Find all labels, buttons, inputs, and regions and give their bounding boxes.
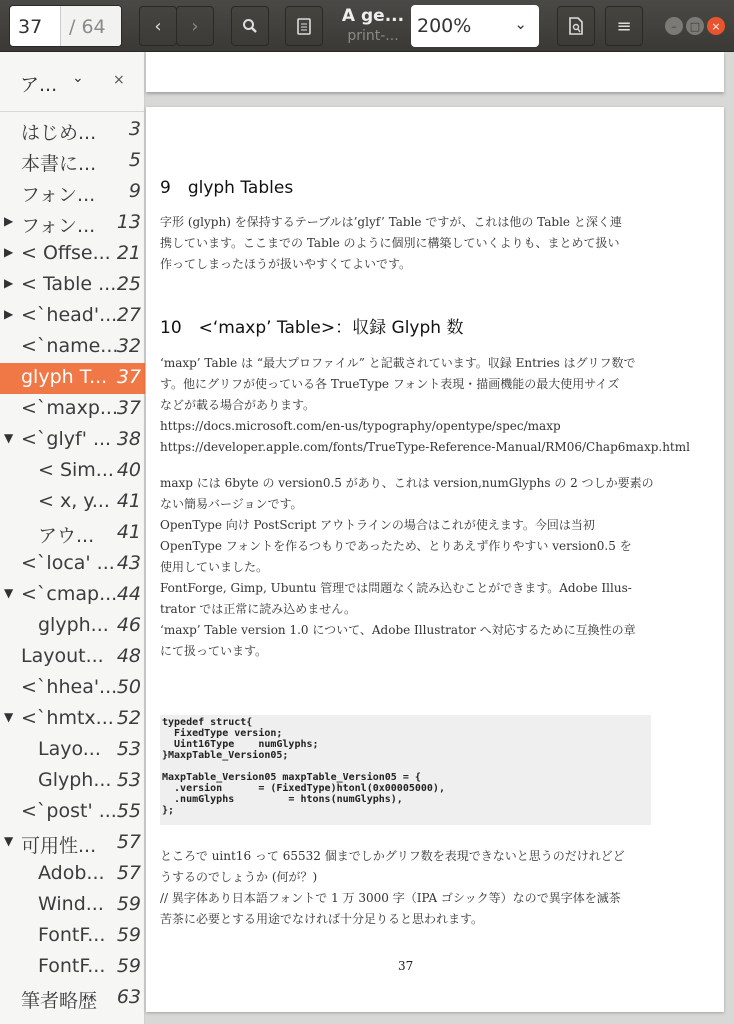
outline-item-page: 59 bbox=[116, 924, 141, 946]
sidebar-header bbox=[0, 52, 144, 112]
text-line: 苦茶に必要とする用途でなければ十分足りると思われます。 bbox=[160, 912, 484, 926]
text-line: 使用していました。 bbox=[160, 560, 269, 574]
outline-item-label: 可用性... bbox=[21, 835, 97, 857]
zoom-select[interactable] bbox=[411, 5, 539, 47]
outline-item[interactable] bbox=[0, 766, 145, 797]
outline-item[interactable] bbox=[0, 146, 145, 177]
outline-item[interactable] bbox=[0, 487, 145, 518]
outline-item-label: Wind... bbox=[38, 893, 104, 915]
outline-item[interactable] bbox=[0, 394, 145, 425]
outline-item-page: 57 bbox=[116, 831, 141, 853]
outline-item-label: < x, y... bbox=[38, 490, 110, 512]
outline-item-page: 38 bbox=[116, 428, 141, 450]
outline-item-label: <`loca' ... bbox=[21, 552, 115, 574]
text-line: ‘maxp’ Table version 1.0 について、Adobe Illustrator へ対応するために互換性の章 bbox=[160, 623, 636, 637]
outline-item[interactable] bbox=[0, 952, 145, 983]
outline-item[interactable] bbox=[0, 115, 145, 146]
window-title bbox=[340, 6, 406, 44]
next-page-button[interactable] bbox=[176, 6, 214, 46]
header-bar bbox=[0, 0, 734, 52]
collapsed-triangle-icon[interactable]: ▶ bbox=[4, 214, 14, 228]
close-window-button[interactable] bbox=[707, 17, 725, 35]
outline-item-label: Layout... bbox=[21, 645, 104, 667]
outline-item-page: 43 bbox=[116, 552, 141, 574]
outline-item[interactable] bbox=[0, 859, 145, 890]
outline-item-label: glyph T... bbox=[21, 366, 108, 388]
outline-item[interactable] bbox=[0, 177, 145, 208]
document-view[interactable] bbox=[146, 52, 734, 1024]
text-line: ‘maxp’ Table は “最大プロファイル” と記載されています。収録 Entries はグリフ数で bbox=[160, 356, 636, 370]
text-line: 携しています。ここまでの Table のように個別に構築していくよりも、まとめて扱い bbox=[160, 236, 620, 250]
outline-item-label: <`name... bbox=[21, 335, 119, 357]
current-page-input[interactable]: 37 bbox=[18, 16, 43, 38]
outline-item-page: 48 bbox=[116, 645, 141, 667]
outline-item[interactable] bbox=[0, 642, 145, 673]
text-line: 作ってしまったほうが扱いやすくてよいです。 bbox=[160, 257, 412, 271]
text-line: https://developer.apple.com/fonts/TrueType-Reference-Manual/RM06/Chap6maxp.html bbox=[160, 440, 690, 454]
text-line: FontForge, Gimp, Ubuntu 管理では問題なく読み込むことができます。Adobe Illus- bbox=[160, 581, 632, 595]
outline-item-label: <`hhea'... bbox=[21, 676, 118, 698]
previous-page-button[interactable] bbox=[139, 6, 177, 46]
outline-item[interactable] bbox=[0, 456, 145, 487]
outline-item[interactable] bbox=[0, 611, 145, 642]
chevron-right-icon: › bbox=[191, 15, 199, 37]
outline-item[interactable] bbox=[0, 332, 145, 363]
outline-sidebar bbox=[0, 52, 145, 1024]
menu-button[interactable] bbox=[605, 6, 643, 46]
paragraph bbox=[160, 353, 690, 466]
outline-item-label: <`maxp... bbox=[21, 397, 118, 419]
outline-item[interactable] bbox=[0, 890, 145, 921]
text-line: うするのでしょうか (何が？) bbox=[160, 870, 318, 884]
text-line: OpenType フォントを作るつもりであったため、とりあえず作りやすい version0.5 を bbox=[160, 539, 632, 553]
outline-item[interactable] bbox=[0, 301, 145, 332]
outline-item-page: 50 bbox=[116, 676, 141, 698]
outline-item[interactable] bbox=[0, 797, 145, 828]
document-search-icon bbox=[569, 17, 583, 35]
outline-item[interactable] bbox=[0, 673, 145, 704]
maximize-icon: □ bbox=[689, 19, 701, 33]
document-properties-button[interactable] bbox=[557, 6, 595, 46]
outline-item-label: < Sim... bbox=[38, 459, 114, 481]
minimize-icon: – bbox=[671, 19, 677, 33]
outline-item[interactable] bbox=[0, 239, 145, 270]
outline-item-page: 32 bbox=[116, 335, 141, 357]
search-button[interactable] bbox=[231, 6, 269, 46]
outline-item-label: 本書に... bbox=[21, 153, 97, 175]
section-heading: 9 glyph Tables bbox=[160, 178, 294, 198]
outline-item-page: 37 bbox=[116, 397, 141, 419]
total-pages: / 64 bbox=[60, 6, 121, 46]
outline-item-page: 41 bbox=[116, 490, 141, 512]
outline-item-label: <`hmtx... bbox=[21, 707, 114, 729]
document-filename: print-... bbox=[347, 28, 399, 44]
annotations-button[interactable] bbox=[285, 6, 323, 46]
outline-item[interactable] bbox=[0, 828, 145, 859]
outline-item-label: Glyph... bbox=[38, 769, 112, 791]
outline-item-page: 3 bbox=[128, 118, 141, 140]
outline-item-page: 59 bbox=[116, 955, 141, 977]
text-line: https://docs.microsoft.com/en-us/typography/opentype/spec/maxp bbox=[160, 419, 561, 433]
text-line: 字形 (glyph) を保持するテーブルは’glyf’ Table ですが、これは他の Table と深く連 bbox=[160, 215, 622, 229]
outline-item-page: 46 bbox=[116, 614, 141, 636]
text-line: // 異字体あり日本語フォントで 1 万 3000 字（IPA ゴシック等）なので異字体を滅茶 bbox=[160, 891, 621, 905]
outline-item-page: 59 bbox=[116, 893, 141, 915]
text-line: OpenType 向け PostScript アウトラインの場合はこれが使えます。今回は当初 bbox=[160, 518, 595, 532]
outline-item[interactable] bbox=[0, 549, 145, 580]
text-line: にて扱っています。 bbox=[160, 644, 268, 658]
text-line: などが載る場合があります。 bbox=[160, 398, 316, 412]
outline-item-page: 63 bbox=[116, 986, 141, 1008]
expanded-triangle-icon[interactable]: ▼ bbox=[4, 586, 14, 600]
outline-item-page: 44 bbox=[116, 583, 141, 605]
outline-item[interactable] bbox=[0, 735, 145, 766]
outline-item-page: 25 bbox=[116, 273, 141, 295]
minimize-button[interactable] bbox=[665, 17, 683, 35]
paragraph bbox=[160, 473, 660, 662]
outline-item-page: 21 bbox=[116, 242, 141, 264]
outline-item-page: 27 bbox=[116, 304, 141, 326]
collapsed-triangle-icon[interactable]: ▶ bbox=[4, 276, 14, 290]
outline-item[interactable] bbox=[0, 921, 145, 952]
code-block: typedef struct{ FixedType version; Uint16Type numGlyphs; }MaxpTable_Version05; MaxpTable_Version05 maxpTable_Version05 = { .version = (FixedType)htonl(0x00005000), .numGlyphs = htons(numGlyphs), }; bbox=[160, 715, 651, 825]
outline-item[interactable] bbox=[0, 518, 145, 549]
notepad-icon bbox=[297, 17, 311, 35]
outline-item-label: はじめ... bbox=[21, 122, 97, 144]
outline-item-page: 9 bbox=[128, 180, 141, 202]
close-sidebar-icon[interactable]: × bbox=[113, 72, 125, 88]
previous-page bbox=[146, 52, 724, 92]
zoom-value: 200% bbox=[417, 15, 472, 37]
chevron-down-icon[interactable]: ⌄ bbox=[72, 70, 84, 86]
paragraph bbox=[160, 212, 660, 275]
outline-item[interactable] bbox=[0, 270, 145, 301]
maximize-button[interactable] bbox=[686, 17, 704, 35]
outline-item-label: <`cmap... bbox=[21, 583, 118, 605]
collapsed-triangle-icon[interactable]: ▶ bbox=[4, 245, 14, 259]
outline-item-label: Adob... bbox=[38, 862, 105, 884]
outline-item-page: 13 bbox=[116, 211, 141, 233]
outline-item-page: 41 bbox=[116, 521, 141, 543]
outline-item-label: フォン... bbox=[21, 215, 96, 237]
section-heading: 10 <‘maxp’ Table>：収録 Glyph 数 bbox=[160, 318, 464, 338]
outline-item-label: FontF... bbox=[38, 955, 106, 977]
outline-item-label: < Table ... bbox=[21, 273, 117, 295]
text-line: す。他にグリフが使っている各 TrueType フォント表現・描画機能の最大使用サイズ bbox=[160, 377, 620, 391]
expanded-triangle-icon[interactable]: ▼ bbox=[4, 431, 14, 445]
text-line: ところで uint16 って 65532 個までしかグリフ数を表現できないと思うのだけれどど bbox=[160, 849, 625, 863]
outline-item[interactable] bbox=[0, 425, 145, 456]
outline-item-page: 57 bbox=[116, 862, 141, 884]
outline-item-page: 40 bbox=[116, 459, 141, 481]
page-number: 37 bbox=[398, 959, 414, 973]
text-line: trator では正常に読み込めません。 bbox=[160, 602, 357, 616]
outline-item-label: 筆者略歴 bbox=[21, 990, 98, 1012]
outline-item-label: <`glyf' ... bbox=[21, 428, 112, 450]
expanded-triangle-icon[interactable]: ▼ bbox=[4, 834, 14, 848]
document-title: A ge... bbox=[341, 6, 405, 26]
outline-item[interactable] bbox=[0, 208, 145, 239]
outline-item-label: glyph... bbox=[38, 614, 109, 636]
outline-item[interactable] bbox=[0, 704, 145, 735]
outline-item[interactable] bbox=[0, 363, 145, 394]
outline-item-page: 53 bbox=[116, 738, 141, 760]
outline-item-page: 5 bbox=[128, 149, 141, 171]
sidebar-mode-label[interactable]: ア... bbox=[20, 74, 58, 96]
outline-item-label: アウ... bbox=[38, 525, 95, 547]
expanded-triangle-icon[interactable]: ▼ bbox=[4, 710, 14, 724]
outline-item-label: Layo... bbox=[38, 738, 101, 760]
outline-item-page: 37 bbox=[116, 366, 141, 388]
outline-item-label: フォン... bbox=[21, 184, 96, 206]
close-icon: × bbox=[711, 19, 721, 33]
search-icon bbox=[242, 18, 258, 34]
outline-item[interactable] bbox=[0, 580, 145, 611]
paragraph bbox=[160, 846, 660, 930]
page bbox=[146, 107, 724, 1012]
text-line: maxp には 6byte の version0.5 があり、これは version,numGlyphs の 2 つしか要素の bbox=[160, 476, 654, 490]
outline-item-label: FontF... bbox=[38, 924, 106, 946]
chevron-left-icon: ‹ bbox=[154, 15, 162, 37]
outline-item-page: 52 bbox=[116, 707, 141, 729]
page-number-entry[interactable] bbox=[9, 5, 122, 47]
outline-item-page: 53 bbox=[116, 769, 141, 791]
outline-item-page: 55 bbox=[116, 800, 141, 822]
collapsed-triangle-icon[interactable]: ▶ bbox=[4, 307, 14, 321]
outline-item-label: < Offse... bbox=[21, 242, 111, 264]
outline-item-label: <`post' ... bbox=[21, 800, 117, 822]
outline-item[interactable] bbox=[0, 983, 145, 1014]
outline-item-label: <`head'... bbox=[21, 304, 118, 326]
hamburger-icon: ≡ bbox=[616, 15, 632, 37]
text-line: ない簡易バージョンです。 bbox=[160, 497, 303, 511]
chevron-down-icon: ⌄ bbox=[514, 15, 527, 33]
